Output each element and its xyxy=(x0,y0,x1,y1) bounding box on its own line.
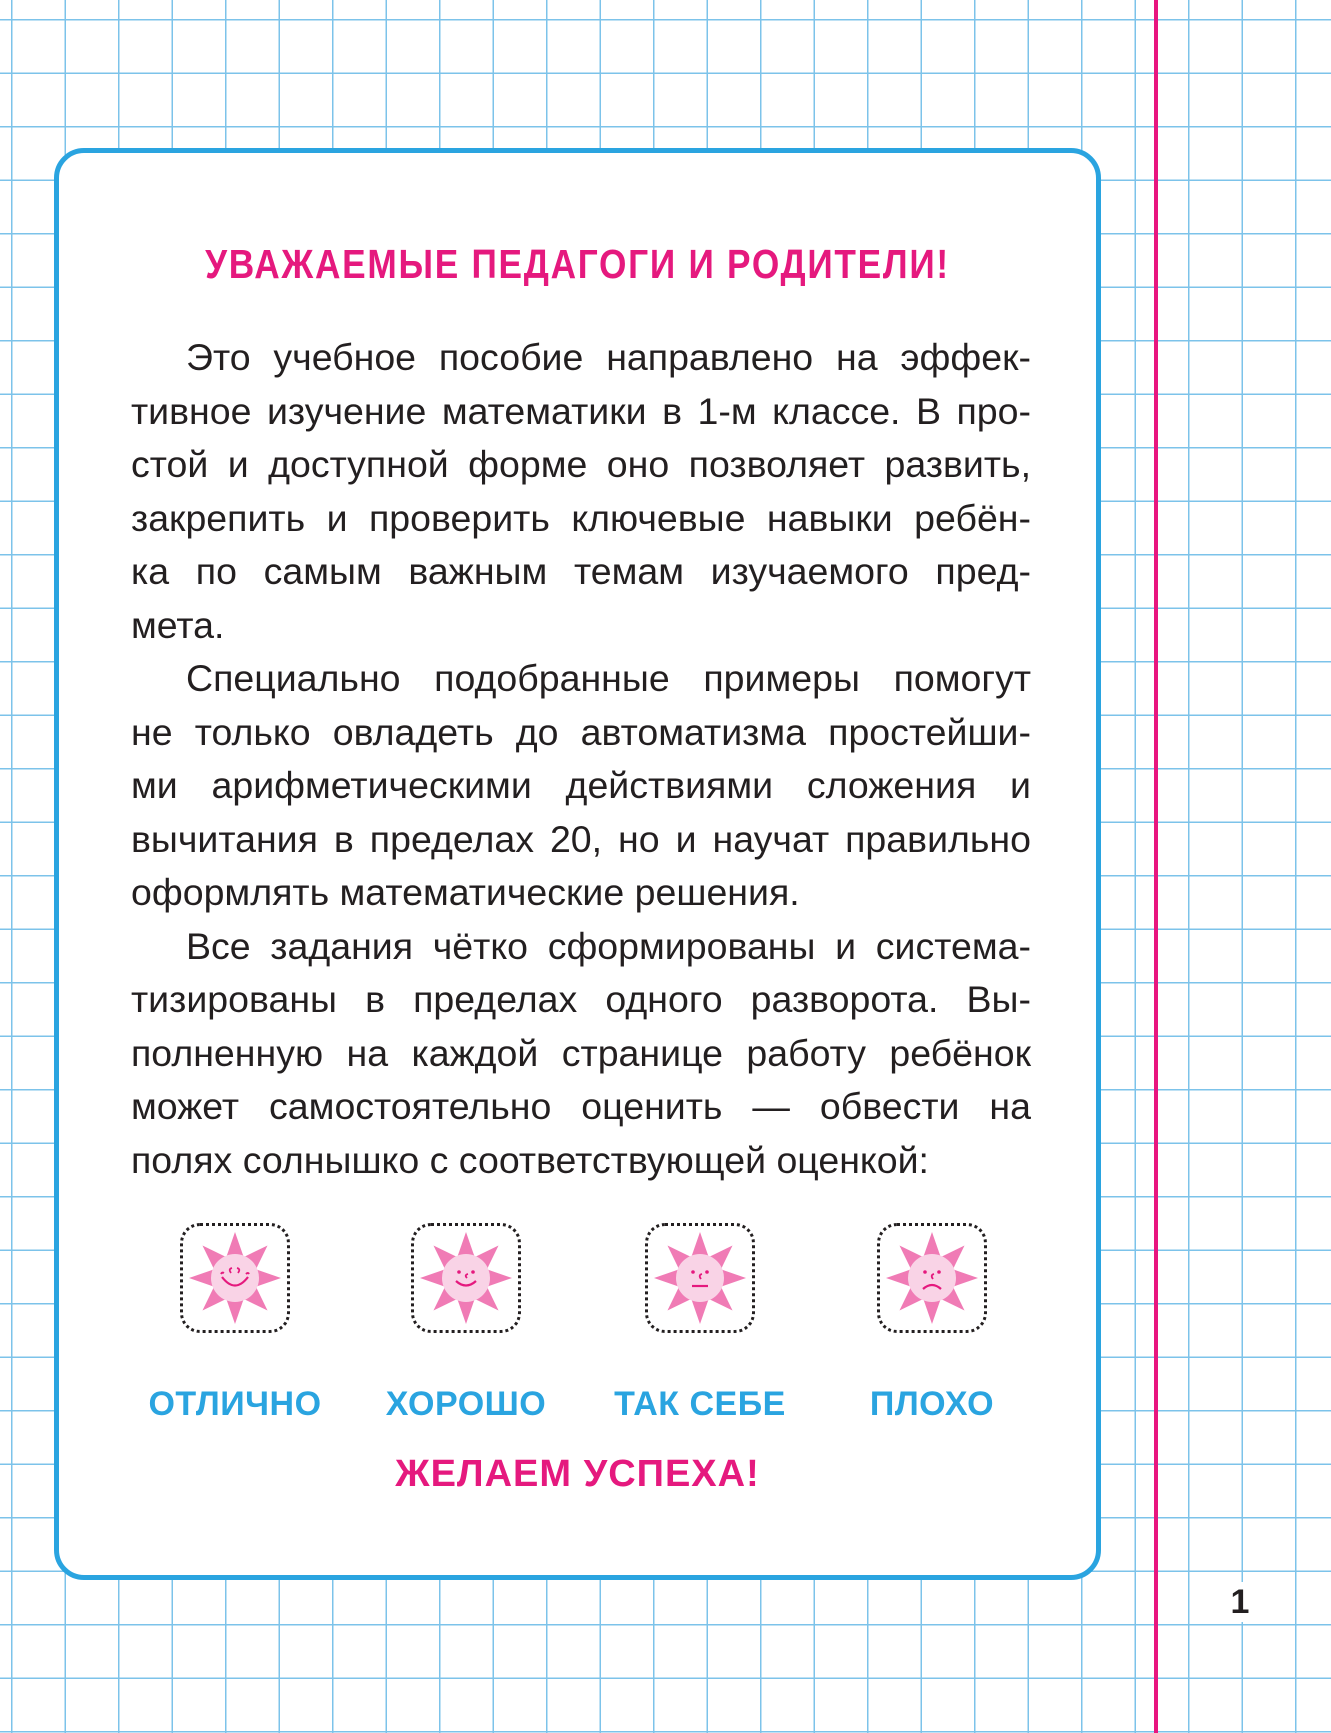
text-line: полях солнышко с соответствующей оценкой: xyxy=(131,1138,929,1181)
rating-bad xyxy=(812,1223,1052,1424)
sun-big-smile-icon xyxy=(185,1228,285,1328)
sun-icon xyxy=(877,1223,987,1333)
page-number: 1 xyxy=(1210,1582,1270,1622)
text-line: Специально подобранные примеры помогут xyxy=(186,657,1031,699)
rating-excellent xyxy=(115,1223,355,1424)
text-line: тивное изучение математики в 1-м классе. В про- xyxy=(131,389,1031,432)
rating-label: ХОРОШО xyxy=(385,1385,547,1423)
rating-label: ТАК СЕБЕ xyxy=(614,1385,786,1423)
text-line: не только овладеть до автоматизма простейши- xyxy=(131,710,1031,753)
rating-label: ОТЛИЧНО xyxy=(148,1385,322,1423)
text-line: полненную на каждой странице работу ребёнок xyxy=(131,1031,1031,1074)
intro-text xyxy=(131,331,1031,1187)
text-line: тизированы в пределах одного разворота. Вы- xyxy=(131,978,1031,1020)
sun-neutral-icon xyxy=(650,1228,750,1328)
page-title: УВАЖАЕМЫЕ ПЕДАГОГИ И РОДИТЕЛИ! xyxy=(205,241,950,287)
text-line: ми арифметическими действиями сложения и xyxy=(131,764,1031,806)
margin-grid xyxy=(1158,0,1331,1733)
sun-icon xyxy=(180,1223,290,1333)
sun-icon xyxy=(411,1223,521,1333)
rating-label: ПЛОХО xyxy=(869,1385,995,1423)
text-line: оформлять математические решения. xyxy=(131,871,800,913)
text-line: Все задания чётко сформированы и система- xyxy=(186,924,1031,967)
text-line: мета. xyxy=(131,603,225,646)
rating-good xyxy=(346,1223,586,1424)
text-line: закрепить и проверить ключевые навыки ребён- xyxy=(131,496,1031,539)
text-line: Это учебное пособие направлено на эффек- xyxy=(186,336,1031,378)
rating-so-so xyxy=(580,1223,820,1424)
text-line: ка по самым важным темам изучаемого пред- xyxy=(131,550,1031,592)
sun-sad-icon xyxy=(882,1228,982,1328)
intro-card xyxy=(54,148,1101,1580)
closing-wish: ЖЕЛАЕМ УСПЕХА! xyxy=(395,1453,760,1495)
text-line: стой и доступной форме оно позволяет развить, xyxy=(131,443,1031,485)
margin-line xyxy=(1154,0,1158,1733)
sun-icon xyxy=(645,1223,755,1333)
text-line: может самостоятельно оценить — обвести на xyxy=(131,1085,1031,1127)
rating-suns xyxy=(59,1223,1096,1423)
sun-smile-icon xyxy=(416,1228,516,1328)
text-line: вычитания в пределах 20, но и научат правильно xyxy=(131,817,1031,860)
